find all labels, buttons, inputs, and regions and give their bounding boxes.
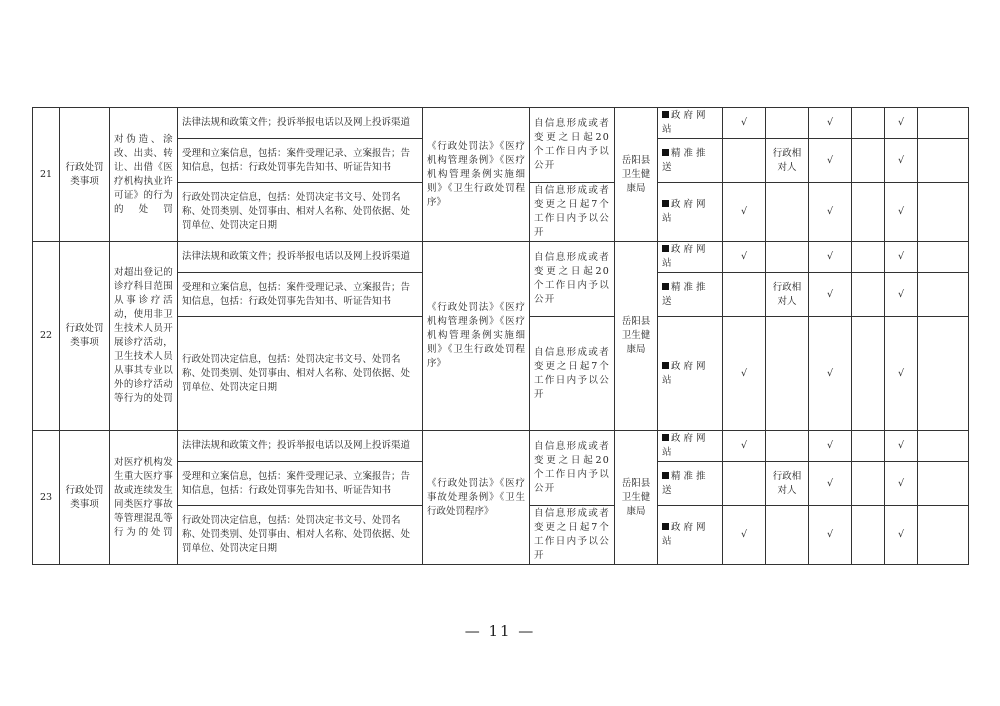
target-object (766, 183, 809, 242)
item-number: 23 (33, 431, 60, 565)
item-category: 行政处罚类事项 (60, 431, 110, 565)
disclosure-time-limit: 自信息形成或者变更之日起20个工作日内予以公开 (530, 108, 615, 183)
check-cell: √ (885, 139, 918, 183)
check-cell (852, 462, 885, 506)
disclosure-channel (658, 506, 723, 565)
disclosure-time-limit: 自信息形成或者变更之日起20个工作日内予以公开 (530, 242, 615, 317)
legal-basis: 《行政处罚法》《医疗机构管理条例》《医疗机构管理条例实施细则》《卫生行政处罚程序》 (423, 108, 530, 242)
check-cell: √ (885, 183, 918, 242)
target-object (766, 242, 809, 273)
check-cell: √ (809, 183, 852, 242)
disclosure-subject: 岳阳县卫生健康局 (615, 242, 658, 431)
item-number: 21 (33, 108, 60, 242)
item-subject-matter: 对医疗机构发生重大医疗事故或连续发生同类医疗事故等管理混乱等行为的处罚 (110, 431, 178, 565)
check-cell (852, 506, 885, 565)
check-cell (918, 462, 969, 506)
black-square-icon (662, 200, 669, 207)
check-cell: √ (809, 462, 852, 506)
check-cell: √ (885, 462, 918, 506)
disclosure-channel (658, 108, 723, 139)
check-cell: √ (885, 317, 918, 431)
check-cell: √ (809, 242, 852, 273)
check-cell (723, 462, 766, 506)
disclosure-time-limit: 自信息形成或者变更之日起7个工作日内予以公开 (530, 183, 615, 242)
check-cell (918, 183, 969, 242)
check-cell: √ (885, 242, 918, 273)
check-cell: √ (723, 108, 766, 139)
black-square-icon (662, 283, 669, 290)
check-cell: √ (809, 108, 852, 139)
item-subject-matter: 对伪造、涂改、出卖、转让、出借《医疗机构执业许可证》的行为的处罚 (110, 108, 178, 242)
target-object (766, 108, 809, 139)
target-object: 行政相对人 (766, 462, 809, 506)
check-cell (852, 183, 885, 242)
black-square-icon (662, 362, 669, 369)
channel-label: 精准推送 (662, 470, 709, 496)
disclosure-content: 受理和立案信息，包括：案件受理记录、立案报告；告知信息，包括：行政处罚事先告知书、听证告知书 (178, 139, 423, 183)
target-object: 行政相对人 (766, 273, 809, 317)
check-cell (918, 139, 969, 183)
check-cell (918, 506, 969, 565)
channel-label: 政府网站 (662, 433, 709, 458)
channel-label: 精准推送 (662, 281, 709, 307)
black-square-icon (662, 245, 669, 252)
disclosure-subject: 岳阳县卫生健康局 (615, 108, 658, 242)
channel-label: 政府网站 (662, 522, 709, 547)
check-cell (852, 317, 885, 431)
target-object (766, 431, 809, 462)
check-cell: √ (885, 273, 918, 317)
table-row (33, 242, 969, 273)
disclosure-content: 法律法规和政策文件；投诉举报电话以及网上投诉渠道 (178, 431, 423, 462)
check-cell (852, 139, 885, 183)
channel-label: 政府网站 (662, 244, 709, 269)
legal-basis: 《行政处罚法》《医疗机构管理条例》《医疗机构管理条例实施细则》《卫生行政处罚程序》 (423, 242, 530, 431)
black-square-icon (662, 111, 669, 118)
check-cell (852, 108, 885, 139)
check-cell (918, 108, 969, 139)
target-object: 行政相对人 (766, 139, 809, 183)
disclosure-content: 行政处罚决定信息，包括：处罚决定书文号、处罚名称、处罚类别、处罚事由、相对人名称、处罚依据、处罚单位、处罚决定日期 (178, 506, 423, 565)
disclosure-time-limit: 自信息形成或者变更之日起7个工作日内予以公开 (530, 506, 615, 565)
item-category: 行政处罚类事项 (60, 108, 110, 242)
channel-label: 政府网站 (662, 199, 709, 224)
check-cell: √ (809, 431, 852, 462)
disclosure-channel (658, 242, 723, 273)
check-cell: √ (723, 242, 766, 273)
black-square-icon (662, 523, 669, 530)
disclosure-channel (658, 462, 723, 506)
check-cell (918, 242, 969, 273)
disclosure-content: 行政处罚决定信息，包括：处罚决定书文号、处罚名称、处罚类别、处罚事由、相对人名称、处罚依据、处罚单位、处罚决定日期 (178, 317, 423, 431)
check-cell (918, 317, 969, 431)
check-cell: √ (723, 317, 766, 431)
disclosure-content: 行政处罚决定信息，包括：处罚决定书文号、处罚名称、处罚类别、处罚事由、相对人名称、处罚依据、处罚单位、处罚决定日期 (178, 183, 423, 242)
check-cell (852, 242, 885, 273)
disclosure-content: 法律法规和政策文件；投诉举报电话以及网上投诉渠道 (178, 108, 423, 139)
item-subject-matter: 对超出登记的诊疗科目范围从事诊疗活动，使用非卫生技术人员开展诊疗活动，卫生技术人员从事其专业以外的诊疗活动等行为的处罚 (110, 242, 178, 431)
disclosure-content: 受理和立案信息，包括：案件受理记录、立案报告；告知信息，包括：行政处罚事先告知书、听证告知书 (178, 273, 423, 317)
disclosure-subject: 岳阳县卫生健康局 (615, 431, 658, 565)
item-number: 22 (33, 242, 60, 431)
target-object (766, 506, 809, 565)
check-cell: √ (885, 431, 918, 462)
black-square-icon (662, 434, 669, 441)
disclosure-time-limit: 自信息形成或者变更之日起20个工作日内予以公开 (530, 431, 615, 506)
disclosure-time-limit: 自信息形成或者变更之日起7个工作日内予以公开 (530, 317, 615, 431)
check-cell (918, 431, 969, 462)
check-cell: √ (723, 506, 766, 565)
channel-label: 精准推送 (662, 147, 709, 173)
target-object (766, 317, 809, 431)
check-cell: √ (885, 506, 918, 565)
channel-label: 政府网站 (662, 110, 709, 135)
legal-basis: 《行政处罚法》《医疗事故处理条例》《卫生行政处罚程序》 (423, 431, 530, 565)
disclosure-channel (658, 183, 723, 242)
table-row (33, 108, 969, 139)
disclosure-content: 受理和立案信息，包括：案件受理记录、立案报告；告知信息，包括：行政处罚事先告知书、听证告知书 (178, 462, 423, 506)
disclosure-table (32, 107, 969, 565)
check-cell (723, 139, 766, 183)
black-square-icon (662, 472, 669, 479)
disclosure-channel (658, 273, 723, 317)
check-cell (852, 431, 885, 462)
table-row (33, 431, 969, 462)
check-cell: √ (723, 431, 766, 462)
disclosure-channel (658, 431, 723, 462)
black-square-icon (662, 149, 669, 156)
check-cell: √ (809, 139, 852, 183)
check-cell: √ (809, 273, 852, 317)
check-cell (918, 273, 969, 317)
check-cell (852, 273, 885, 317)
check-cell (723, 273, 766, 317)
disclosure-content: 法律法规和政策文件；投诉举报电话以及网上投诉渠道 (178, 242, 423, 273)
check-cell: √ (809, 506, 852, 565)
table-body (33, 108, 969, 565)
check-cell: √ (885, 108, 918, 139)
page-number: — 11 — (464, 622, 536, 640)
disclosure-channel (658, 139, 723, 183)
channel-label: 政府网站 (662, 360, 709, 386)
check-cell: √ (809, 317, 852, 431)
check-cell: √ (723, 183, 766, 242)
item-category: 行政处罚类事项 (60, 242, 110, 431)
disclosure-channel (658, 317, 723, 431)
